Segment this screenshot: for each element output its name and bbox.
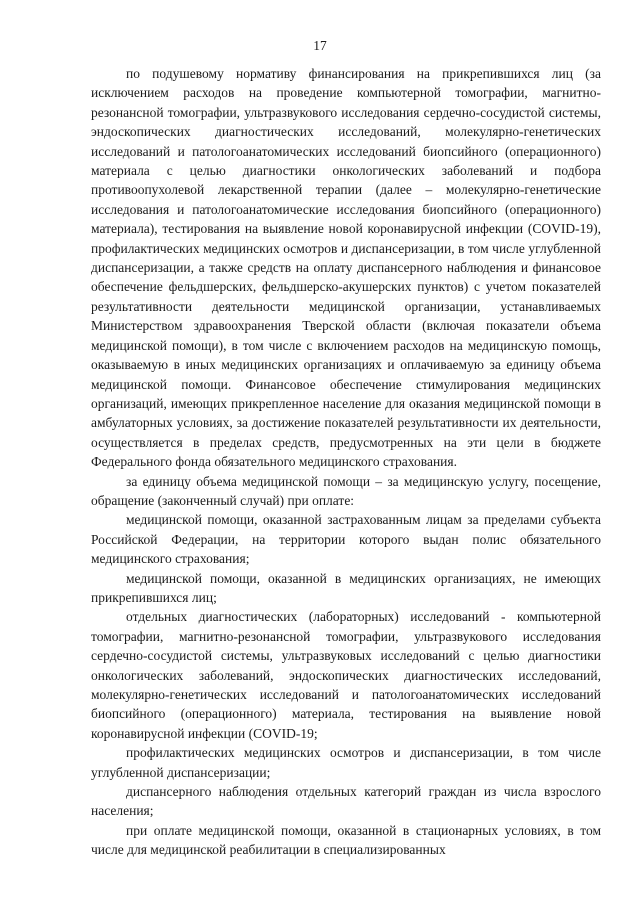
paragraph-diagnostic-studies: отдельных диагностических (лабораторных) исследований - компьютерной томографии, магнитно-резонансной томографии, ультразвукового исследования сердечно-сосудистой системы, ультразвуковых исследований с целью диагностики онкологических заболеваний, эндоскопических диагностических исследований, молекулярно-генетических исследований и патологоанатомических исследований биопсийного (операционного) материала, тестирования на выявление новой коронавирусной инфекции (COVID-19; — [91, 609, 601, 741]
paragraph-out-of-region-care: медицинской помощи, оказанной застрахованным лицам за пределами субъекта Российской Федерации, на территории которого выдан полис обязательного медицинского страхования; — [91, 512, 601, 567]
page-number: 17 — [313, 38, 327, 53]
paragraph-dispensary-observation: диспансерного наблюдения отдельных категорий граждан из числа взрослого населения; — [91, 784, 601, 819]
paragraph-per-unit-payment: за единицу объема медицинской помощи – за медицинскую услугу, посещение, обращение (законченный случай) при оплате: — [91, 473, 601, 508]
paragraph-per-capita-financing: по подушевому нормативу финансирования на прикрепившихся лиц (за исключением расходов на проведение компьютерной томографии, магнитно-резонансной томографии, ультразвукового исследования сердечно-сосудистой системы, эндоскопических диагностических исследований, молекулярно-генетических исследований и патологоанатомических исследований биопсийного (операционного) материала с целью диагностики онкологических заболеваний и подбора противоопухолевой лекарственной терапии (далее – молекулярно-генетические исследования и патологоанатомические исследования биопсийного (операционного) материала), тестирования на выявление новой коронавирусной инфекции (COVID-19), профилактических медицинских осмотров и диспансеризации, в том числе углубленной диспансеризации, а также средств на оплату диспансерного наблюдения и финансовое обеспечение фельдшерских, фельдшерско-акушерских пунктов) с учетом показателей результативности деятельности медицинской организации, устанавливаемых Министерством здравоохранения Тверской области (включая показатели объема медицинской помощи), в том числе с включением расходов на медицинскую помощь, оказываемую в иных медицинских организациях и оплачиваемую за единицу объема медицинской помощи. Финансовое обеспечение стимулирования медицинских организаций, имеющих прикрепленное население для оказания медицинской помощи в амбулаторных условиях, за достижение показателей результативности их деятельности, осуществляется в пределах средств, предусмотренных на эти цели в бюджете Федерального фонда обязательного медицинского страхования. — [91, 66, 601, 470]
paragraph-no-attached-persons: медицинской помощи, оказанной в медицинских организациях, не имеющих прикрепившихся лиц; — [91, 570, 601, 605]
paragraph-preventive-exams: профилактических медицинских осмотров и диспансеризации, в том числе углубленной диспансеризации; — [91, 745, 601, 780]
paragraph-inpatient-care: при оплате медицинской помощи, оказанной в стационарных условиях, в том числе для медицинской реабилитации в специализированных — [91, 822, 601, 858]
document-body — [91, 64, 601, 860]
